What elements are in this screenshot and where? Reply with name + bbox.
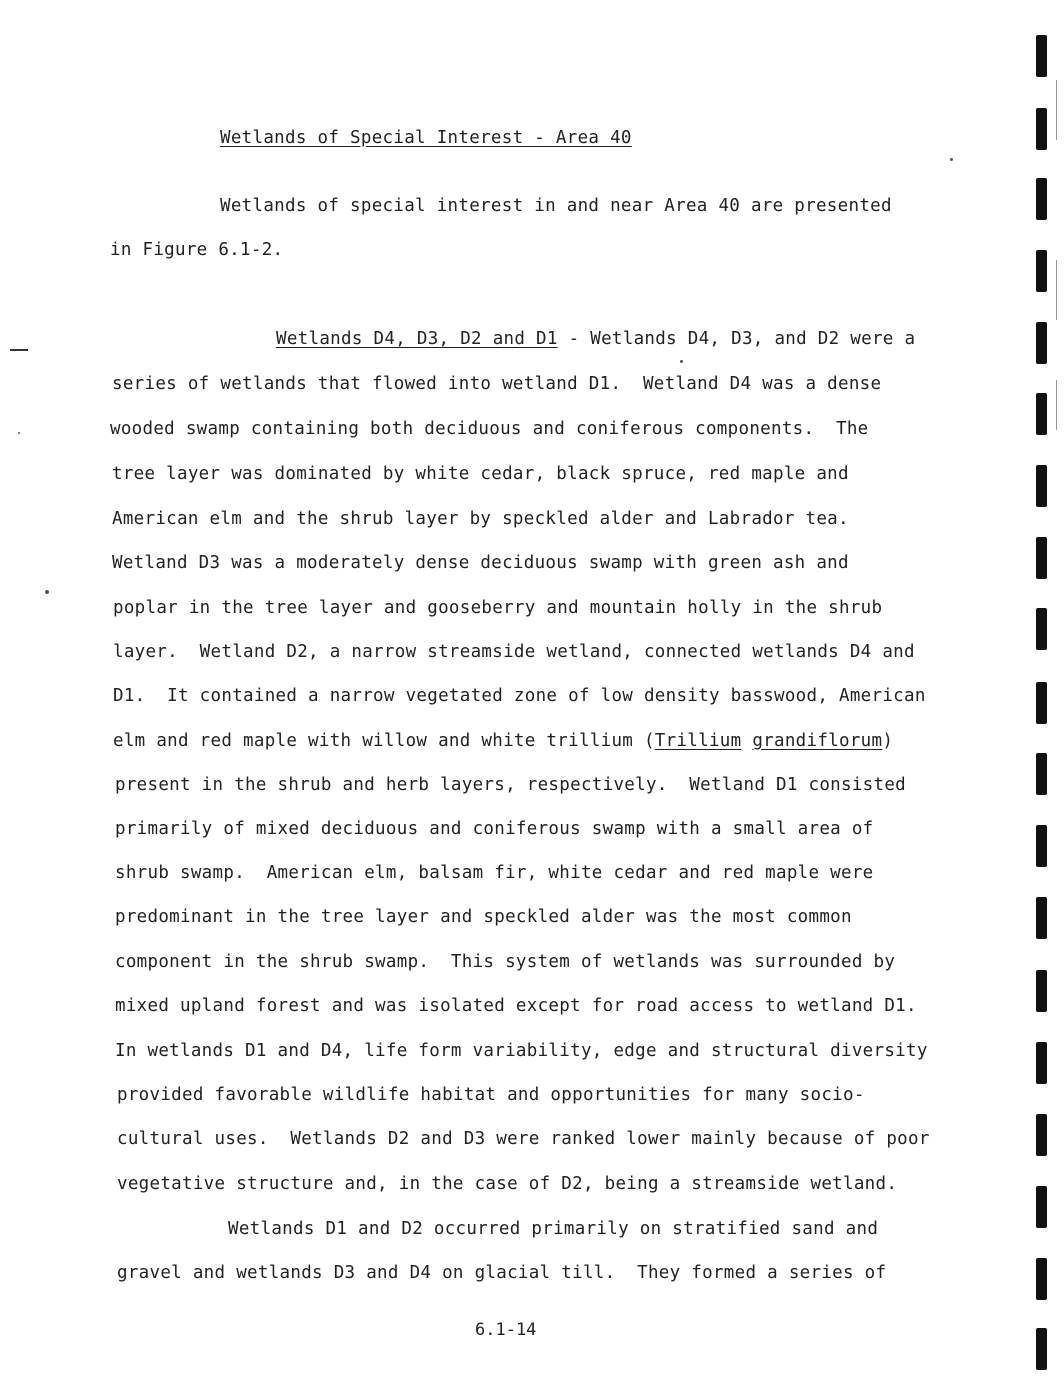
para1-line: predominant in the tree layer and speckled alder was the most common	[115, 907, 852, 927]
para1-line: present in the shrub and herb layers, respectively. Wetland D1 consisted	[115, 775, 907, 795]
scan-speck	[45, 590, 49, 594]
para2-line-2: gravel and wetlands D3 and D4 on glacial till. They formed a series of	[117, 1263, 887, 1283]
page-edge-line	[1056, 380, 1057, 430]
binder-hole-mark	[1036, 393, 1047, 435]
para1-trillium-line	[113, 730, 893, 752]
page-edge-line	[1056, 260, 1057, 320]
binder-hole-mark	[1036, 178, 1047, 220]
para1-line: layer. Wetland D2, a narrow streamside wetland, connected wetlands D4 and	[113, 642, 915, 662]
para1-line: vegetative structure and, in the case of D2, being a streamside wetland.	[117, 1174, 898, 1194]
scan-speck	[680, 360, 683, 363]
para1-line: Wetland D3 was a moderately dense deciduous swamp with green ash and	[112, 553, 849, 573]
binder-hole-mark	[1036, 608, 1047, 650]
para1-line: mixed upland forest and was isolated except for road access to wetland D1.	[115, 996, 917, 1016]
binder-hole-mark	[1036, 1186, 1047, 1228]
binder-hole-mark	[1036, 970, 1047, 1012]
para1-line: tree layer was dominated by white cedar, black spruce, red maple and	[112, 464, 849, 484]
scientific-species: grandiflorum	[752, 731, 883, 751]
para1-line: cultural uses. Wetlands D2 and D3 were ranked lower mainly because of poor	[117, 1129, 930, 1149]
binder-hole-mark	[1036, 250, 1047, 292]
para1-first-line	[276, 328, 915, 350]
para1-line: series of wetlands that flowed into wetland D1. Wetland D4 was a dense	[112, 374, 882, 394]
para1-line: component in the shrub swamp. This system of wetlands was surrounded by	[115, 952, 896, 972]
binder-hole-mark	[1036, 1328, 1047, 1370]
page-edge-line	[1056, 80, 1057, 140]
trillium-line-after: )	[882, 731, 894, 751]
scan-speck	[18, 432, 20, 434]
para1-line: shrub swamp. American elm, balsam fir, white cedar and red maple were	[115, 863, 874, 883]
trillium-line-before: elm and red maple with willow and white trillium (	[113, 731, 655, 751]
binder-hole-mark	[1036, 108, 1047, 150]
section-heading: Wetlands of Special Interest - Area 40	[220, 128, 632, 148]
binder-hole-mark	[1036, 1258, 1047, 1300]
para1-line: poplar in the tree layer and gooseberry and mountain holly in the shrub	[113, 598, 883, 618]
binder-hole-mark	[1036, 537, 1047, 579]
binder-hole-mark	[1036, 682, 1047, 724]
para1-line: D1. It contained a narrow vegetated zone of low density basswood, American	[113, 686, 926, 706]
margin-mark	[10, 349, 28, 351]
para2-line-1: Wetlands D1 and D2 occurred primarily on stratified sand and	[228, 1219, 879, 1239]
intro-line-1: Wetlands of special interest in and near Area 40 are presented	[220, 196, 892, 216]
binder-hole-mark	[1036, 825, 1047, 867]
para1-line: primarily of mixed deciduous and coniferous swamp with a small area of	[115, 819, 874, 839]
binder-hole-mark	[1036, 465, 1047, 507]
binder-hole-mark	[1036, 1114, 1047, 1156]
binder-hole-mark	[1036, 753, 1047, 795]
para1-subheading: Wetlands D4, D3, D2 and D1	[276, 329, 558, 349]
scan-speck	[950, 158, 953, 161]
binder-hole-mark	[1036, 897, 1047, 939]
binder-hole-mark	[1036, 1042, 1047, 1084]
binder-hole-mark	[1036, 322, 1047, 364]
para1-line: wooded swamp containing both deciduous and coniferous components. The	[110, 419, 869, 439]
para1-line: In wetlands D1 and D4, life form variability, edge and structural diversity	[115, 1041, 928, 1061]
para1-first-line-rest: - Wetlands D4, D3, and D2 were a	[557, 329, 916, 349]
para1-line: provided favorable wildlife habitat and opportunities for many socio-	[117, 1085, 865, 1105]
page-number: 6.1-14	[475, 1320, 537, 1340]
intro-line-2: in Figure 6.1-2.	[110, 240, 284, 260]
scientific-genus: Trillium	[654, 731, 742, 751]
para1-line: American elm and the shrub layer by speckled alder and Labrador tea.	[112, 509, 849, 529]
binder-hole-mark	[1036, 35, 1047, 77]
